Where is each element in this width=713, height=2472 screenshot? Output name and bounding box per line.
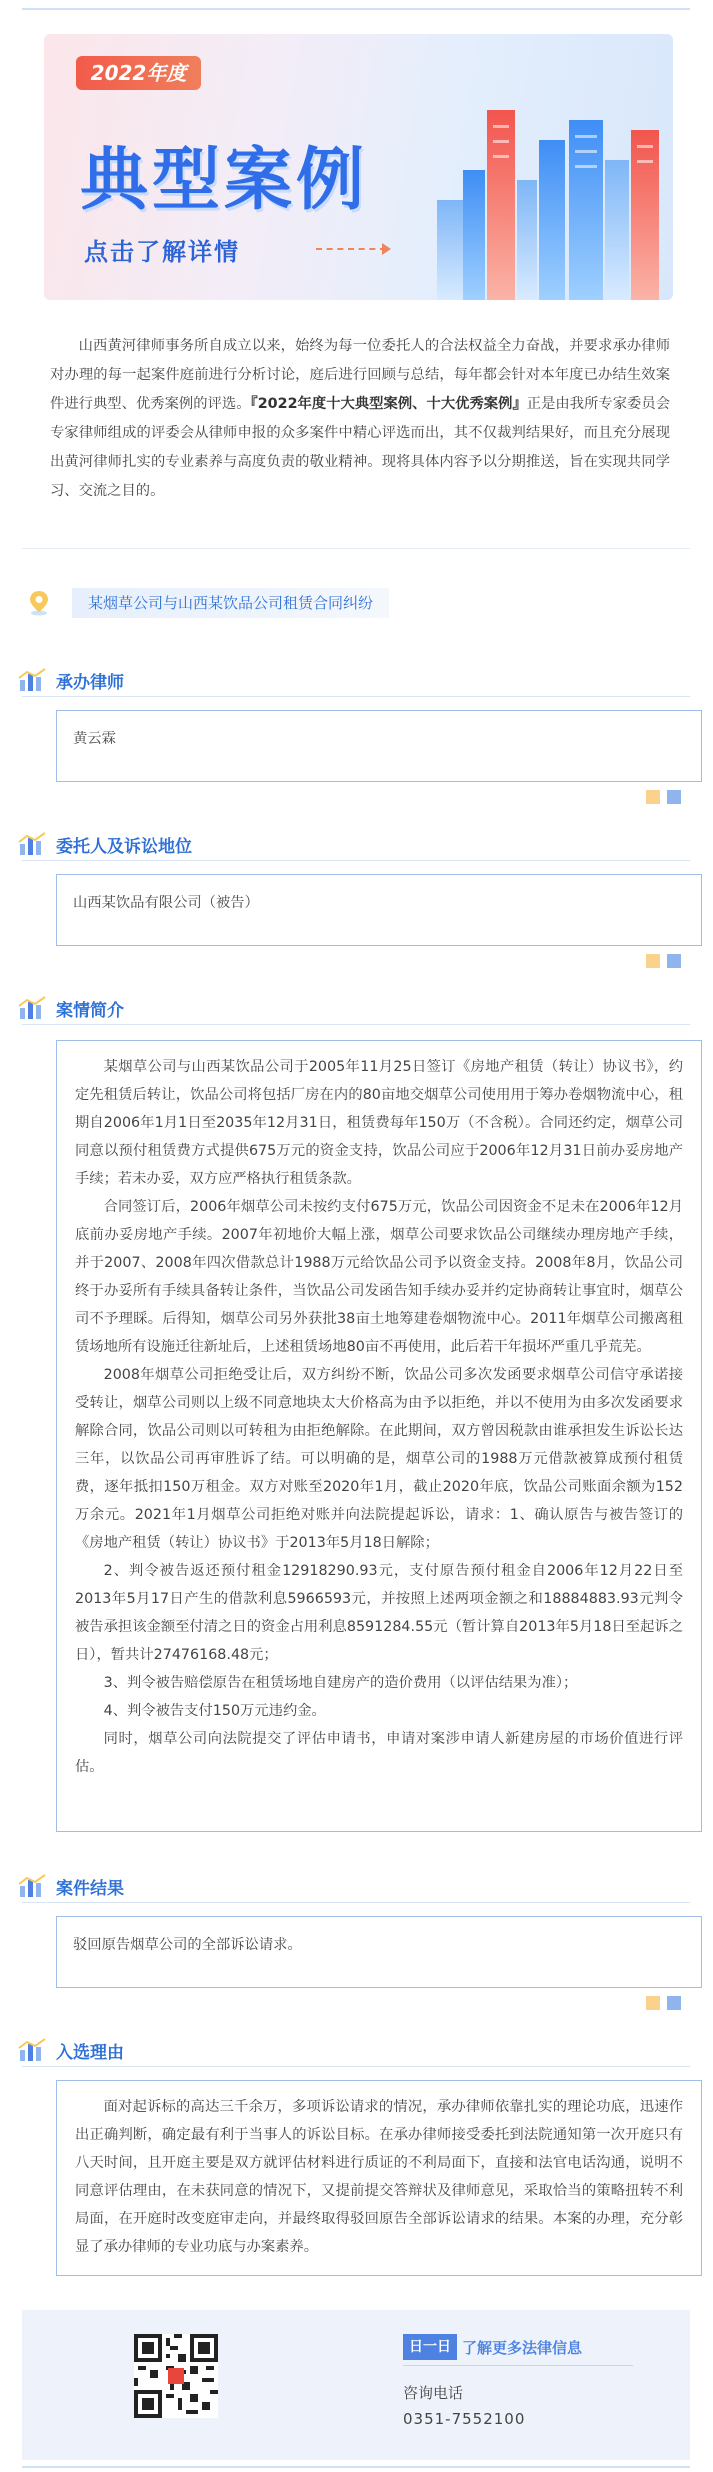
- bottom-divider: [22, 2466, 690, 2468]
- section-label: 案件结果: [56, 1879, 124, 1899]
- bar-chart-icon: [18, 996, 48, 1020]
- case-title: 某烟草公司与山西某饮品公司租赁合同纠纷: [72, 588, 389, 618]
- section-label: 入选理由: [56, 2043, 124, 2063]
- city-buildings-illustration: [423, 80, 673, 300]
- consult-label: 咨询电话: [403, 2384, 464, 2402]
- section-underline: [22, 1902, 690, 1903]
- bar-chart-icon: [18, 668, 48, 692]
- summary-paragraph: 2、判令被告返还预付租金12918290.93元，支付原告预付租金自2006年12月22日至2013年5月17日产生的借款利息5966593元，并按照上述两项金额之和18884883.93元判令被告承担该金额至付清之日的资金占用利息8591284.55元（暂计算自2013年5月18日至起诉之日），暂共计27476168.48元；: [75, 1563, 683, 1663]
- summary-paragraph: 合同签订后，2006年烟草公司未按约支付675万元，饮品公司因资金不足未在2006年12月底前办妥房地产手续。2007年初地价大幅上涨，烟草公司要求饮品公司继续办理房地产手续，并于2007、2008年四次借款总计1988万元给饮品公司予以资金支持。2008年8月，饮品公司终于办妥所有手续具备转让条件，当饮品公司发函告知手续办妥并约定协商转让事宜时，烟草公司不予理睬。后得知，烟草公司另外获批38亩土地筹建卷烟物流中心。2011年烟草公司搬离租赁场地所有设施迁往新址后，上述租赁场地80亩不再使用，此后若干年损坏严重几乎荒芜。: [75, 1199, 683, 1355]
- more-info-tag[interactable]: 日一日: [403, 2334, 457, 2360]
- summary-paragraph: 3、判令被告赔偿原告在租赁场地自建房产的造价费用（以评估结果为准）；: [103, 1675, 578, 1691]
- section-underline: [22, 2066, 690, 2067]
- reason-paragraph: 面对起诉标的高达三千余万，多项诉讼请求的情况，承办律师依靠扎实的理论功底，迅速作出正确判断，确定最有利于当事人的诉讼目标。在承办律师接受委托到法院通知第一次开庭只有八天时间，且开庭主要是双方就评估材料进行质证的不利局面下，直接和法官电话沟通，说明不同意评估理由，在未获同意的情况下，又提前提交答辩状及律师意见，采取恰当的策略扭转不利局面，在开庭时改变庭审走向，并最终取得驳回原告全部诉讼请求的结果。本案的办理，充分彰显了承办律师的专业功底与办案素养。: [75, 2099, 683, 2255]
- deco-square-yellow: [646, 1996, 660, 2010]
- lawyer-name: 黄云霖: [73, 731, 116, 747]
- deco-square-blue: [667, 1996, 681, 2010]
- client-box: [56, 874, 702, 946]
- deco-square-yellow: [646, 790, 660, 804]
- banner-title: 典型案例: [80, 141, 369, 220]
- section-underline: [22, 860, 690, 861]
- reason-box: [56, 2080, 702, 2276]
- intro-divider: [22, 548, 690, 549]
- qr-code-icon[interactable]: [134, 2334, 218, 2418]
- more-info-link[interactable]: 了解更多法律信息: [462, 2339, 583, 2357]
- arrow-dashed-icon: [316, 248, 386, 250]
- banner-year-badge: 2022年度: [76, 56, 201, 90]
- section-label: 委托人及诉讼地位: [56, 837, 192, 857]
- result-text: 驳回原告烟草公司的全部诉讼请求。: [73, 1937, 302, 1953]
- bar-chart-icon: [18, 832, 48, 856]
- lawyer-box: [56, 710, 702, 782]
- location-pin-icon: [28, 590, 50, 616]
- intro-paragraph: [50, 332, 670, 506]
- deco-square-blue: [667, 954, 681, 968]
- deco-square-yellow: [646, 954, 660, 968]
- intro-bold-title: 『2022年度十大典型案例、十大优秀案例』: [250, 396, 527, 412]
- summary-paragraph: 同时，烟草公司向法院提交了评估申请书，申请对案涉申请人新建房屋的市场价值进行评估。: [75, 1731, 683, 1775]
- client-name: 山西某饮品有限公司（被告）: [73, 895, 259, 911]
- section-label: 承办律师: [56, 673, 124, 693]
- banner[interactable]: [44, 34, 673, 300]
- banner-subtitle: 点击了解详情: [84, 238, 240, 266]
- bar-chart-icon: [18, 2038, 48, 2062]
- intro-text-before: 山西黄河律师事务所自成立以来，始终为每一位委托人的合法权益全力奋战，并要求承办律师对办理的每一起案件庭前进行分析讨论，庭后进行回顾与总结，每年都会针对本年度已办结生效案件进行典型、优秀案例的评选。: [50, 338, 670, 412]
- footer-divider: [403, 2365, 633, 2366]
- top-divider: [22, 8, 690, 10]
- section-underline: [22, 696, 690, 697]
- summary-paragraph: 某烟草公司与山西某饮品公司于2005年11月25日签订《房地产租赁（转让）协议书》，约定先租赁后转让，饮品公司将包括厂房在内的80亩地交烟草公司使用用于筹办卷烟物流中心，租期自2006年1月1日至2035年12月31日，租赁费每年150万（不含税）。合同还约定，烟草公司同意以预付租赁费方式提供675万元的资金支持，饮品公司应于2006年12月31日前办妥房地产手续；若未办妥，双方应严格执行租赁条款。: [75, 1059, 683, 1187]
- footer: [22, 2310, 690, 2460]
- section-label: 案情简介: [56, 1001, 124, 1021]
- section-underline: [22, 1024, 690, 1025]
- summary-paragraph: 4、判令被告支付150万元违约金。: [103, 1703, 326, 1719]
- result-box: [56, 1916, 702, 1988]
- bar-chart-icon: [18, 1874, 48, 1898]
- intro-text-after: 正是由我所专家委员会专家律师组成的评委会从律师申报的众多案件中精心评选而出，其不仅裁判结果好，而且充分展现出黄河律师扎实的专业素养与高度负责的敬业精神。现将具体内容予以分期推送，旨在实现共同学习、交流之目的。: [50, 396, 671, 499]
- summary-paragraph: 2008年烟草公司拒绝受让后，双方纠纷不断，饮品公司多次发函要求烟草公司信守承诺接受转让，烟草公司则以上级不同意地块太大价格高为由予以拒绝，并以不使用为由多次发函要求解除合同，饮品公司则以可转租为由拒绝解除。在此期间，双方曾因税款由谁承担发生诉讼长达三年，以饮品公司再审胜诉了结。可以明确的是，烟草公司的1988万元借款被算成预付租赁费，逐年抵扣150万租金。双方对账至2020年1月，截止2020年底，饮品公司账面余额为152万余元。2021年1月烟草公司拒绝对账并向法院提起诉讼，请求：1、确认原告与被告签订的《房地产租赁（转让）协议书》于2013年5月18日解除；: [75, 1367, 683, 1551]
- summary-box: [56, 1040, 702, 1832]
- deco-square-blue: [667, 790, 681, 804]
- phone-number[interactable]: 0351-7552100: [403, 2410, 526, 2428]
- arrowhead-icon: [382, 243, 391, 255]
